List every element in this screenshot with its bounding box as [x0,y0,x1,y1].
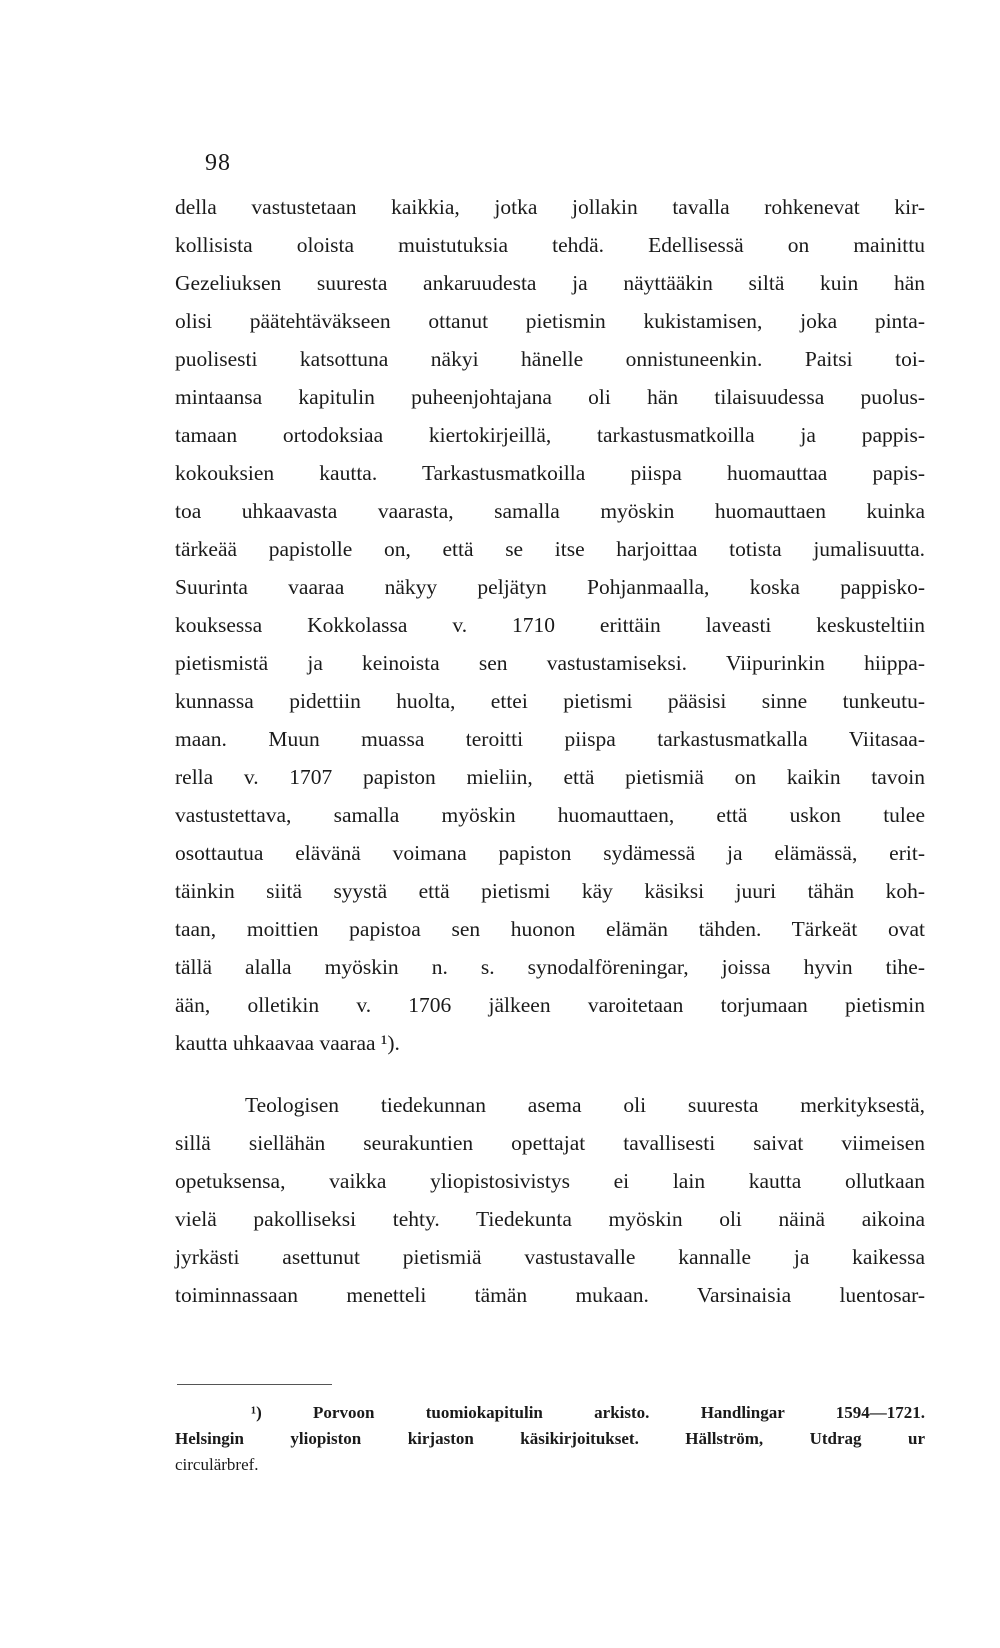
text-line: mintaansa kapitulin puheenjohtajana oli hän tilaisuudessa puolus- [175,385,925,409]
footnote-line: ¹) Porvoon tuomiokapitulin arkisto. Handlingar 1594—1721. [251,1403,925,1422]
text-line: maan. Muun muassa teroitti piispa tarkastusmatkalla Viitasaa- [175,727,925,751]
text-line: ään, olletikin v. 1706 jälkeen varoitetaan torjumaan pietismin [175,993,925,1017]
text-line: tamaan ortodoksiaa kiertokirjeillä, tarkastusmatkoilla ja pappis- [175,423,925,447]
paragraph-start-line: Teologisen tiedekunnan asema oli suuresta merkityksestä, [245,1093,925,1117]
text-line: taan, moittien papistoa sen huonon elämän tähden. Tärkeät ovat [175,917,925,941]
footnote-divider [177,1384,332,1385]
footnote-line: circulärbref. [175,1455,259,1474]
text-line: toiminnassaan menetteli tämän mukaan. Varsinaisia luentosar- [175,1283,925,1307]
text-line: kautta uhkaavaa vaaraa ¹). [175,1031,400,1055]
body-text [175,188,925,1314]
text-line: Gezeliuksen suuresta ankaruudesta ja näyttääkin siltä kuin hän [175,271,925,295]
text-line: puolisesti katsottuna näkyi hänelle onnistuneenkin. Paitsi toi- [175,347,925,371]
text-line: täinkin siitä syystä että pietismi käy käsiksi juuri tähän koh- [175,879,925,903]
text-line: rella v. 1707 papiston mieliin, että pietismiä on kaikin tavoin [175,765,925,789]
text-line: osottautua elävänä voimana papiston sydämessä ja elämässä, erit- [175,841,925,865]
text-line: vielä pakolliseksi tehty. Tiedekunta myöskin oli näinä aikoina [175,1207,925,1231]
text-line: pietismistä ja keinoista sen vastustamiseksi. Viipurinkin hiippa- [175,651,925,675]
page-number: 98 [205,150,231,176]
text-line: kouksessa Kokkolassa v. 1710 erittäin laveasti keskusteltiin [175,613,925,637]
text-line: kunnassa pidettiin huolta, ettei pietismi pääsisi sinne tunkeutu- [175,689,925,713]
text-line: vastustettava, samalla myöskin huomauttaen, että uskon tulee [175,803,925,827]
footnote-line: Helsingin yliopiston kirjaston käsikirjoitukset. Hällström, Utdrag ur [175,1429,925,1448]
text-line: Suurinta vaaraa näkyy peljätyn Pohjanmaalla, koska pappisko- [175,575,925,599]
text-line: tällä alalla myöskin n. s. synodalföreningar, joissa hyvin tihe- [175,955,925,979]
text-line: toa uhkaavasta vaarasta, samalla myöskin huomauttaen kuinka [175,499,925,523]
text-line: opetuksensa, vaikka yliopistosivistys ei lain kautta ollutkaan [175,1169,925,1193]
text-line: tärkeää papistolle on, että se itse harjoittaa totista jumalisuutta. [175,537,925,561]
text-line: olisi päätehtäväkseen ottanut pietismin kukistamisen, joka pinta- [175,309,925,333]
text-line: jyrkästi asettunut pietismiä vastustavalle kannalle ja kaikessa [175,1245,925,1269]
text-line: kokouksien kautta. Tarkastusmatkoilla piispa huomauttaa papis- [175,461,925,485]
text-line: della vastustetaan kaikkia, jotka jollakin tavalla rohkenevat kir- [175,195,925,219]
footnote [175,1400,925,1478]
text-line: sillä siellähän seurakuntien opettajat tavallisesti saivat viimeisen [175,1131,925,1155]
text-line: kollisista oloista muistutuksia tehdä. Edellisessä on mainittu [175,233,925,257]
